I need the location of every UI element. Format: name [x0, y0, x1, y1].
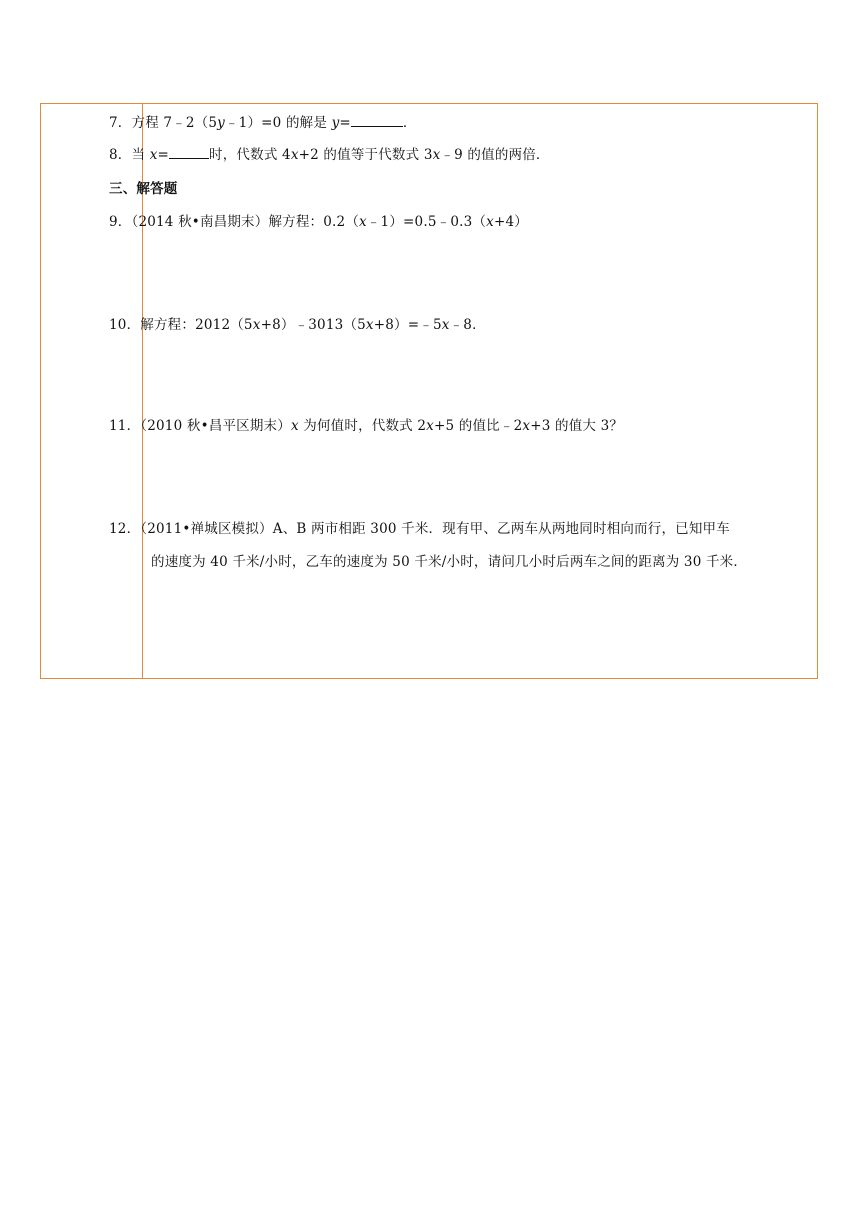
question-12-line-1: 12．（2011•禅城区模拟）A、B 两市相距 300 千米．现有甲、乙两车从两地同时相向而行，已知甲车 — [109, 521, 730, 537]
question-11: 11．（2010 秋•昌平区期末）x 为何值时，代数式 2x+5 的值比﹣2x+3 的值大 3？ — [109, 418, 624, 434]
answer-blank-7[interactable] — [351, 114, 403, 127]
question-10: 10．解方程：2012（5x+8）﹣3013（5x+8）=﹣5x﹣8． — [109, 317, 486, 333]
question-12-line-2: 的速度为 40 千米/小时，乙车的速度为 50 千米/小时，请问几小时后两车之间的距离为 30 千米． — [151, 554, 748, 570]
answer-blank-8[interactable] — [169, 146, 209, 159]
question-7: 7．方程 7﹣2（5y﹣1）=0 的解是 y= ． — [109, 115, 417, 131]
question-9: 9．（2014 秋•南昌期末）解方程：0.2（x﹣1）=0.5﹣0.3（x+4） — [109, 214, 528, 230]
section-title: 三、解答题 — [109, 181, 178, 197]
question-8: 8．当 x= 时，代数式 4x+2 的值等于代数式 3x﹣9 的值的两倍． — [109, 147, 550, 163]
